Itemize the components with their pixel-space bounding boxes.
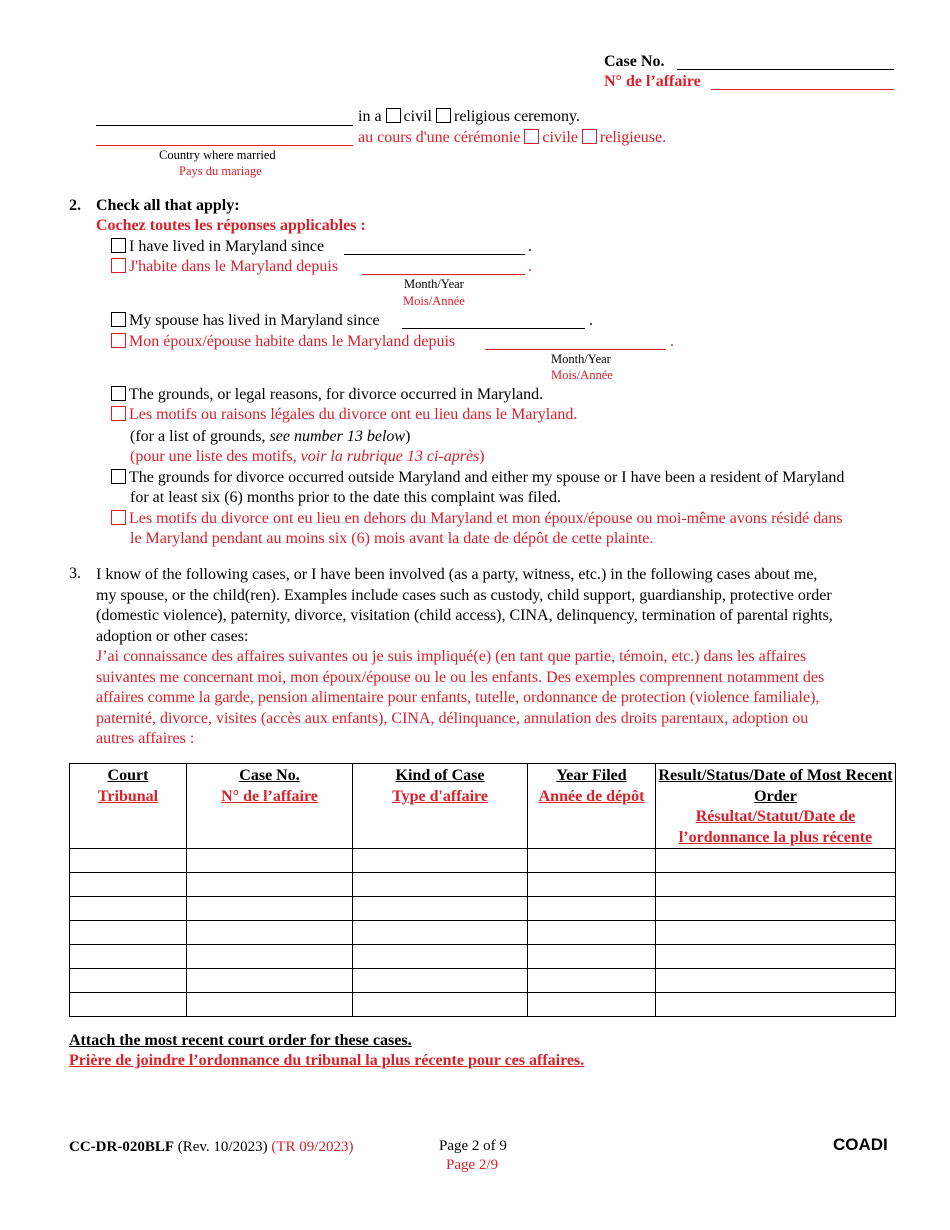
section-2-number: 2. xyxy=(69,197,81,214)
table-cell[interactable] xyxy=(656,993,896,1017)
column-header-kind xyxy=(353,764,528,849)
civil-checkbox[interactable] xyxy=(386,108,401,123)
grounds-outside-label-fr: Les motifs du divorce ont eu lieu en dehors du Maryland et mon époux/épouse ou moi-même avons résidé dans xyxy=(129,510,843,527)
grounds-outside-checkbox[interactable] xyxy=(111,469,126,484)
grounds-outside-row-fr xyxy=(111,510,843,528)
section-3-line-fr: suivantes me concernant moi, mon époux/épouse ou le ou les enfants. Des exemples comprennent notamment des xyxy=(96,668,825,686)
month-year-caption-fr: Mois/Année xyxy=(403,294,465,308)
lived-since-input-line[interactable] xyxy=(344,254,525,255)
column-header-case-no xyxy=(187,764,353,849)
grounds-md-checkbox-fr[interactable] xyxy=(111,406,126,421)
table-cell[interactable] xyxy=(70,897,187,921)
spouse-lived-label-fr: Mon époux/épouse habite dans le Maryland depuis xyxy=(129,333,456,350)
column-title: Kind of Case xyxy=(395,767,485,784)
religious-checkbox-fr[interactable] xyxy=(582,129,597,144)
column-title-fr: Tribunal xyxy=(97,787,159,805)
column-title: Court xyxy=(107,767,149,784)
table-cell[interactable] xyxy=(528,921,656,945)
grounds-md-label: The grounds, or legal reasons, for divorce occurred in Maryland. xyxy=(129,386,544,403)
grounds-outside-label-cont: for at least six (6) months prior to the date this complaint was filed. xyxy=(130,489,562,506)
grounds-outside-checkbox-fr[interactable] xyxy=(111,510,126,525)
table-cell[interactable] xyxy=(656,873,896,897)
column-title-fr: Type d'affaire xyxy=(392,787,488,805)
note-text-fr: (pour une liste des motifs, xyxy=(130,448,301,465)
month-year-caption: Month/Year xyxy=(404,277,464,291)
lived-since-row-fr xyxy=(111,258,338,276)
table-cell[interactable] xyxy=(187,897,353,921)
ceremony-line-fr xyxy=(358,129,666,147)
table-cell[interactable] xyxy=(656,849,896,873)
table-cell[interactable] xyxy=(353,993,528,1017)
column-title-fr: N° de l’affaire xyxy=(221,787,318,805)
month-year-caption-fr: Mois/Année xyxy=(551,368,613,382)
civil-checkbox-fr[interactable] xyxy=(524,129,539,144)
religious-checkbox[interactable] xyxy=(436,108,451,123)
month-year-caption: Month/Year xyxy=(551,352,611,366)
section-2-title: Check all that apply: xyxy=(96,197,240,214)
table-cell[interactable] xyxy=(353,921,528,945)
table-row xyxy=(70,993,896,1017)
period: . xyxy=(528,238,532,255)
table-cell[interactable] xyxy=(656,921,896,945)
note-text: ) xyxy=(405,428,411,445)
table-header-row xyxy=(70,764,896,849)
cases-table xyxy=(69,763,896,1017)
section-3-line-fr: affaires comme la garde, pension alimentaire pour enfants, tutelle, ordonnance de protection (violence familiale), xyxy=(96,689,820,706)
table-row xyxy=(70,849,896,873)
table-cell[interactable] xyxy=(656,969,896,993)
column-title-fr: Année de dépôt xyxy=(538,787,645,805)
table-cell[interactable] xyxy=(70,921,187,945)
ceremony-line xyxy=(358,108,580,126)
lived-since-checkbox[interactable] xyxy=(111,238,126,253)
grounds-md-row xyxy=(111,386,543,404)
table-cell[interactable] xyxy=(70,993,187,1017)
column-title: Case No. xyxy=(239,767,300,784)
period-fr: . xyxy=(528,258,532,275)
note-text-fr: ) xyxy=(479,448,485,465)
table-cell[interactable] xyxy=(656,897,896,921)
grounds-list-note-fr xyxy=(130,448,485,466)
section-3-line: (domestic violence), paternity, divorce, visitation (child access), CINA, delinquency, termination of parental rights, xyxy=(96,607,833,624)
table-row xyxy=(70,945,896,969)
page-number-fr: Page 2/9 xyxy=(446,1157,499,1173)
form-number: CC-DR-020BLF xyxy=(69,1139,174,1155)
attach-order-note-fr: Prière de joindre l’ordonnance du tribunal la plus récente pour ces affaires. xyxy=(69,1052,585,1069)
column-title-fr: Résultat/Statut/Date de l’ordonnance la plus récente xyxy=(678,808,873,846)
civil-label-fr: civile xyxy=(542,129,578,146)
table-cell[interactable] xyxy=(70,945,187,969)
spouse-lived-input-line[interactable] xyxy=(402,328,585,329)
table-cell[interactable] xyxy=(528,849,656,873)
table-cell[interactable] xyxy=(70,969,187,993)
table-cell[interactable] xyxy=(656,945,896,969)
table-cell[interactable] xyxy=(187,945,353,969)
section-3-line: adoption or other cases: xyxy=(96,627,249,645)
in-a-text: in a xyxy=(358,108,382,125)
section-3-number: 3. xyxy=(69,565,81,582)
column-header-result xyxy=(656,764,896,849)
spouse-lived-row-fr xyxy=(111,333,455,351)
table-cell[interactable] xyxy=(187,873,353,897)
period-fr: . xyxy=(670,333,674,350)
table-row xyxy=(70,921,896,945)
religious-label-fr: religieuse. xyxy=(599,129,667,146)
table-cell[interactable] xyxy=(187,921,353,945)
spouse-lived-checkbox-fr[interactable] xyxy=(111,333,126,348)
grounds-outside-label-fr-cont: le Maryland pendant au moins six (6) mois avant la date de dépôt de cette plainte. xyxy=(130,530,654,547)
page-number: Page 2 of 9 xyxy=(439,1138,507,1154)
grounds-outside-label: The grounds for divorce occurred outside Maryland and either my spouse or I have been a resident of Maryland xyxy=(129,469,845,486)
case-number-input-line[interactable] xyxy=(677,69,894,70)
case-number-label: Case No. xyxy=(604,53,665,70)
column-header-year xyxy=(528,764,656,849)
ceremony-text-fr: au cours d'une cérémonie xyxy=(358,129,521,146)
form-translation-revision: (TR 09/2023) xyxy=(271,1139,354,1155)
country-married-caption-fr: Pays du mariage xyxy=(179,164,262,178)
country-married-caption: Country where married xyxy=(159,148,276,162)
lived-since-row xyxy=(111,238,324,256)
table-cell[interactable] xyxy=(187,849,353,873)
table-row xyxy=(70,873,896,897)
section-3-line-fr: paternité, divorce, visites (accès aux enfants), CINA, délinquance, annulation des droits parentaux, adoption ou xyxy=(96,709,809,727)
religious-label: religious ceremony. xyxy=(453,108,581,125)
column-header-court xyxy=(70,764,187,849)
spouse-lived-input-line-fr[interactable] xyxy=(485,349,666,350)
column-title: Year Filed xyxy=(556,767,627,784)
table-cell[interactable] xyxy=(353,873,528,897)
table-cell[interactable] xyxy=(353,945,528,969)
spouse-lived-checkbox[interactable] xyxy=(111,312,126,327)
table-cell[interactable] xyxy=(528,993,656,1017)
table-row xyxy=(70,897,896,921)
grounds-md-row-fr xyxy=(111,406,577,424)
section-3-line-fr: J’ai connaissance des affaires suivantes ou je suis impliqué(e) (en tant que partie, témoin, etc.) dans les affaires xyxy=(96,648,807,665)
country-married-input-line-fr[interactable] xyxy=(96,145,353,146)
section-3-text xyxy=(96,565,896,750)
case-number-label-fr: N° de l’affaire xyxy=(604,73,701,90)
table-cell[interactable] xyxy=(528,969,656,993)
grounds-list-note xyxy=(130,428,410,446)
lived-since-label-fr: J'habite dans le Maryland depuis xyxy=(129,258,339,275)
form-revision: (Rev. 10/2023) xyxy=(174,1139,272,1155)
section-3-line: I know of the following cases, or I have been involved (as a party, witness, etc.) in the following cases about me, xyxy=(96,566,818,583)
section-2-title-fr: Cochez toutes les réponses applicables : xyxy=(96,217,366,234)
table-row xyxy=(70,969,896,993)
column-title: Result/Status/Date of Most Recent Order xyxy=(658,767,893,805)
attach-order-note: Attach the most recent court order for these cases. xyxy=(69,1032,412,1049)
table-cell[interactable] xyxy=(528,945,656,969)
table-cell[interactable] xyxy=(70,849,187,873)
table-cell[interactable] xyxy=(353,969,528,993)
case-number-input-line-fr[interactable] xyxy=(711,89,894,90)
section-3-line: my spouse, or the child(ren). Examples include cases such as custody, child support, guardianship, protective order xyxy=(96,586,832,604)
grounds-md-label-fr: Les motifs ou raisons légales du divorce ont eu lieu dans le Maryland. xyxy=(129,406,578,423)
lived-since-label: I have lived in Maryland since xyxy=(129,238,325,255)
form-id xyxy=(69,1139,353,1156)
grounds-outside-row xyxy=(111,469,844,487)
period: . xyxy=(589,312,593,329)
table-cell[interactable] xyxy=(70,873,187,897)
spouse-lived-row xyxy=(111,312,380,330)
lived-since-checkbox-fr[interactable] xyxy=(111,258,126,273)
table-cell[interactable] xyxy=(187,993,353,1017)
section-3-line-fr: autres affaires : xyxy=(96,730,195,747)
spouse-lived-label: My spouse has lived in Maryland since xyxy=(129,312,380,329)
table-cell[interactable] xyxy=(528,873,656,897)
coadi-label: COADI xyxy=(833,1135,888,1154)
table-cell[interactable] xyxy=(353,897,528,921)
civil-label: civil xyxy=(403,108,432,125)
note-reference-fr: voir la rubrique 13 ci-après xyxy=(300,448,480,465)
table-cell[interactable] xyxy=(528,897,656,921)
table-cell[interactable] xyxy=(353,849,528,873)
table-cell[interactable] xyxy=(187,969,353,993)
note-text: (for a list of grounds, xyxy=(130,428,270,445)
note-reference: see number 13 below xyxy=(269,428,406,445)
grounds-md-checkbox[interactable] xyxy=(111,386,126,401)
country-married-input-line[interactable] xyxy=(96,125,353,126)
lived-since-input-line-fr[interactable] xyxy=(362,274,525,275)
